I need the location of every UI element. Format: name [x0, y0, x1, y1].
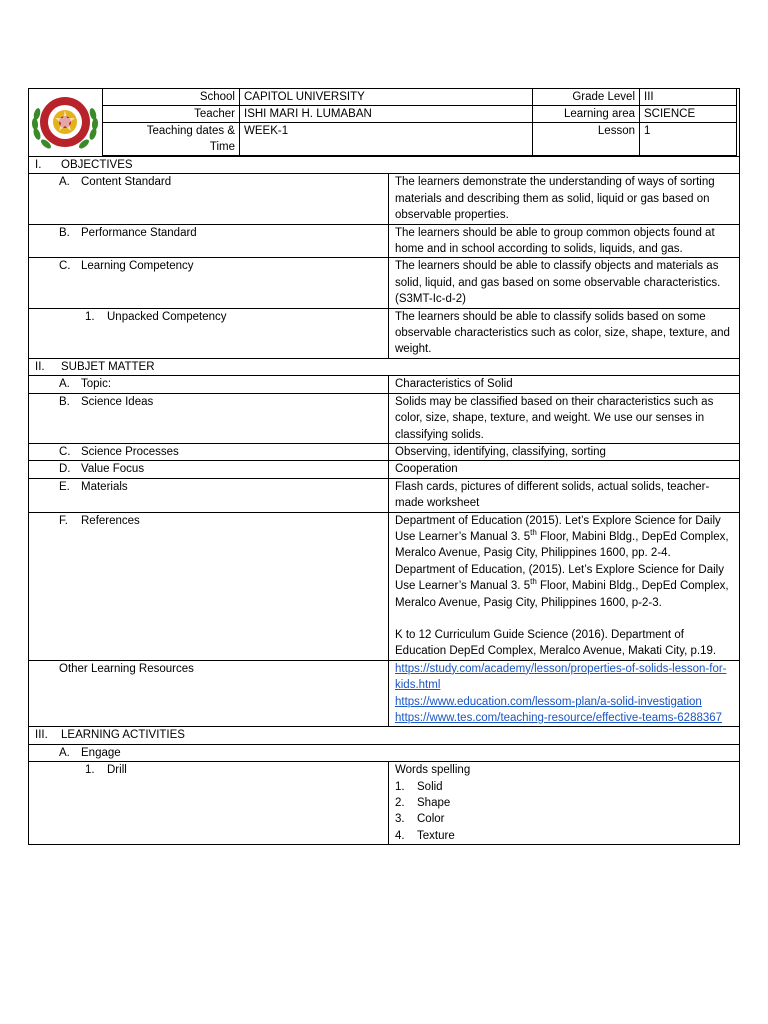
- subject-matter-title: SUBJET MATTER: [61, 360, 155, 373]
- topic-num: A.: [59, 378, 70, 391]
- other-resources-links: [389, 660, 740, 727]
- school-seal-icon: [28, 88, 102, 156]
- list-item-num: 2.: [395, 797, 405, 810]
- teaching-dates-label-line1: Teaching dates &: [146, 125, 235, 137]
- reference-3: K to 12 Curriculum Guide Science (2016). Department of Education DepEd Complex, Meralco Avenue, Makati City, p.19.: [395, 628, 717, 658]
- performance-standard-label: [29, 224, 389, 258]
- teaching-dates-label-line2: Time: [209, 141, 235, 153]
- learning-activities-num: III.: [35, 729, 48, 742]
- materials-label: [29, 478, 389, 512]
- teaching-dates-value: WEEK-1: [240, 123, 533, 156]
- reference-1-sup: th: [530, 528, 537, 538]
- school-value: CAPITOL UNIVERSITY: [240, 89, 533, 106]
- learning-competency-num: C.: [59, 260, 71, 273]
- subject-matter-num: II.: [35, 360, 45, 373]
- science-ideas-text: Solids may be classified based on their characteristics such as color, size, shape, texture, and weight. We use our senses in classifying solids.: [389, 393, 740, 443]
- lesson-plan-table: [28, 156, 740, 845]
- drill-label: [29, 762, 389, 845]
- reference-spacer: [395, 611, 735, 627]
- reference-1: [395, 513, 735, 562]
- unpacked-competency-text: The learners should be able to classify solids based on some observable characteristics such as color, size, shape, texture, and weight.: [389, 308, 740, 358]
- engage-num: A.: [59, 746, 70, 759]
- list-item-num: 1.: [395, 780, 405, 793]
- list-item-word: Shape: [417, 797, 451, 810]
- reference-1-part-b: Floor, Mabini Bldg., DepEd Complex, Meralco Avenue, Pasig City, Philippines 1600, pp. 2-4.: [395, 530, 729, 560]
- objectives-title: OBJECTIVES: [61, 159, 133, 171]
- reference-2-part-b: Floor, Mabini Bldg., DepEd Complex, Meralco Avenue, Pasig City, Philippines 1600, p-2-3.: [395, 580, 729, 609]
- materials-title: Materials: [81, 480, 128, 493]
- science-processes-label: [29, 443, 389, 460]
- teacher-value: ISHI MARI H. LUMABAN: [240, 106, 533, 123]
- learning-competency-label: [29, 258, 389, 308]
- resource-link-study[interactable]: https://study.com/academy/lesson/properties-of-solids-lesson-for-kids.html: [395, 662, 727, 692]
- value-focus-title: Value Focus: [81, 463, 145, 476]
- performance-standard-num: B.: [59, 226, 70, 239]
- list-item-word: Color: [417, 813, 445, 826]
- science-ideas-label: [29, 393, 389, 443]
- drill-num: 1.: [85, 764, 95, 777]
- list-item: [395, 779, 735, 795]
- science-processes-text: Observing, identifying, classifying, sorting: [389, 443, 740, 460]
- teaching-dates-label: [103, 123, 240, 156]
- reference-2-part-a: Department of Education, (2015). Let’s Explore Science for Daily Use Learner’s Manual 3. 5: [395, 563, 724, 593]
- references-label: [29, 512, 389, 660]
- other-resources-title: Other Learning Resources: [59, 662, 194, 675]
- list-item: [395, 828, 735, 844]
- drill-word-list: [395, 779, 735, 845]
- content-standard-title: Content Standard: [81, 176, 172, 189]
- objectives-num: I.: [35, 159, 42, 171]
- learning-area-label: Learning area: [533, 106, 640, 123]
- content-standard-num: A.: [59, 176, 70, 189]
- list-item-num: 4.: [395, 829, 405, 842]
- learning-competency-title: Learning Competency: [81, 260, 194, 273]
- science-ideas-title: Science Ideas: [81, 395, 154, 408]
- list-item-word: Solid: [417, 780, 443, 793]
- references-num: F.: [59, 514, 68, 527]
- topic-label: [29, 376, 389, 393]
- objectives-heading: [29, 157, 740, 174]
- science-processes-num: C.: [59, 445, 71, 458]
- drill-content: [389, 762, 740, 845]
- subject-matter-heading: [29, 358, 740, 375]
- school-label: School: [103, 89, 240, 106]
- topic-text: Characteristics of Solid: [389, 376, 740, 393]
- reference-2-sup: th: [530, 577, 537, 587]
- header-info-table: [102, 88, 737, 156]
- value-focus-num: D.: [59, 463, 71, 476]
- list-item-num: 3.: [395, 813, 405, 826]
- unpacked-competency-num: 1.: [85, 310, 95, 323]
- teacher-label: Teacher: [103, 106, 240, 123]
- reference-1-part-a: Department of Education (2015). Let’s Explore Science for Daily Use Learner’s Manual 3. 5: [395, 514, 721, 543]
- unpacked-competency-title: Unpacked Competency: [107, 310, 227, 323]
- list-item: [395, 811, 735, 827]
- learning-area-value: SCIENCE: [640, 106, 737, 123]
- references-title: References: [81, 514, 140, 527]
- value-focus-text: Cooperation: [389, 461, 740, 478]
- learning-activities-heading: [29, 727, 740, 744]
- list-item-word: Texture: [417, 829, 455, 842]
- topic-title: Topic:: [81, 378, 112, 391]
- science-ideas-num: B.: [59, 395, 70, 408]
- materials-text: Flash cards, pictures of different solids, actual solids, teacher-made worksheet: [389, 478, 740, 512]
- lesson-value: 1: [640, 123, 737, 156]
- list-item: [395, 795, 735, 811]
- learning-competency-text: The learners should be able to classify objects and materials as solid, liquid, and gas based on some observable characteristics. (S3MT-Ic-d-2): [389, 258, 740, 308]
- drill-title: Drill: [107, 764, 127, 777]
- references-text: [389, 512, 740, 660]
- grade-level-value: III: [640, 89, 737, 106]
- resource-link-tes[interactable]: https://www.tes.com/teaching-resource/effective-teams-6288367: [395, 712, 723, 724]
- grade-level-label: Grade Level: [533, 89, 640, 106]
- engage-title: Engage: [81, 746, 121, 759]
- value-focus-label: [29, 461, 389, 478]
- science-processes-title: Science Processes: [81, 445, 179, 458]
- drill-intro: Words spelling: [395, 764, 471, 777]
- performance-standard-title: Performance Standard: [81, 226, 197, 239]
- learning-activities-title: LEARNING ACTIVITIES: [61, 729, 185, 742]
- resource-link-education[interactable]: https://www.education.com/lessom-plan/a-solid-investigation: [395, 695, 702, 708]
- content-standard-label: [29, 174, 389, 224]
- unpacked-competency-label: [29, 308, 389, 358]
- engage-row: [29, 744, 740, 761]
- materials-num: E.: [59, 480, 70, 493]
- reference-2: [395, 562, 735, 611]
- lesson-label: Lesson: [533, 123, 640, 156]
- other-resources-label: [29, 660, 389, 727]
- content-standard-text: The learners demonstrate the understanding of ways of sorting materials and describing them as solid, liquid or gas based on observable properties.: [389, 174, 740, 224]
- performance-standard-text: The learners should be able to group common objects found at home and in school according to solids, liquids, and gas.: [389, 224, 740, 258]
